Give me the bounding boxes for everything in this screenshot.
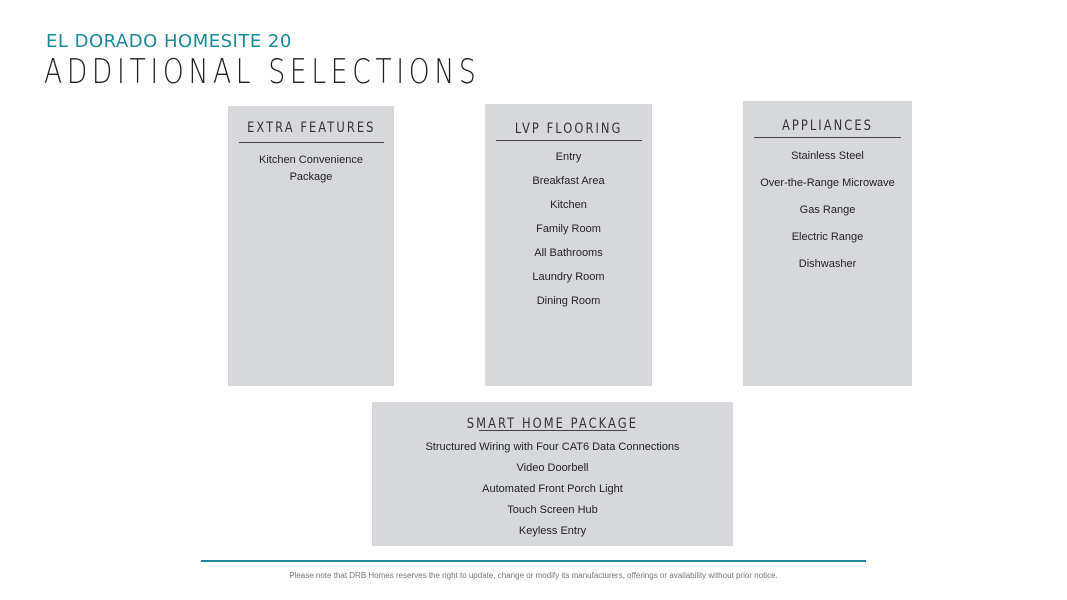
smart-home-item: Structured Wiring with Four CAT6 Data Connections (425, 441, 680, 453)
appliances-item: Electric Range (791, 231, 864, 243)
appliances-panel (743, 101, 912, 386)
page-title: ADDITIONAL SELECTIONS (44, 52, 481, 92)
homesite-subtitle: EL DORADO HOMESITE 20 (46, 31, 292, 52)
extra-features-heading: EXTRA FEATURES (246, 120, 376, 136)
extra-features-divider (239, 142, 384, 143)
smart-home-item: Video Doorbell (516, 462, 589, 474)
footer-divider (201, 560, 866, 562)
appliances-item: Dishwasher (798, 258, 857, 270)
lvp-flooring-divider (496, 140, 642, 141)
smart-home-panel (372, 402, 733, 546)
lvp-flooring-item: Kitchen (550, 199, 587, 211)
lvp-flooring-item: All Bathrooms (534, 247, 603, 259)
appliances-item: Over-the-Range Microwave (760, 177, 895, 189)
lvp-flooring-item: Family Room (536, 223, 601, 235)
appliances-divider (754, 137, 901, 138)
smart-home-item: Automated Front Porch Light (482, 483, 623, 495)
extra-features-item: Kitchen Convenience (259, 154, 363, 166)
extra-features-panel (228, 106, 394, 386)
disclaimer-note: Please note that DRB Homes reserves the right to update, change or modify its manufacturers, offerings or availability without prior notice. (289, 571, 778, 580)
smart-home-heading: SMART HOME PACKAGE (466, 416, 639, 432)
lvp-flooring-item: Dining Room (536, 295, 601, 307)
lvp-flooring-panel (485, 104, 652, 386)
lvp-flooring-item: Laundry Room (532, 271, 605, 283)
appliances-heading: APPLIANCES (782, 118, 873, 134)
appliances-item: Stainless Steel (791, 150, 864, 162)
lvp-flooring-item: Entry (555, 151, 582, 163)
extra-features-item: Package (289, 171, 333, 183)
smart-home-item: Touch Screen Hub (507, 504, 598, 516)
lvp-flooring-heading: LVP FLOORING (514, 121, 623, 137)
smart-home-item: Keyless Entry (518, 525, 587, 537)
lvp-flooring-item: Breakfast Area (532, 175, 605, 187)
appliances-item: Gas Range (799, 204, 856, 216)
